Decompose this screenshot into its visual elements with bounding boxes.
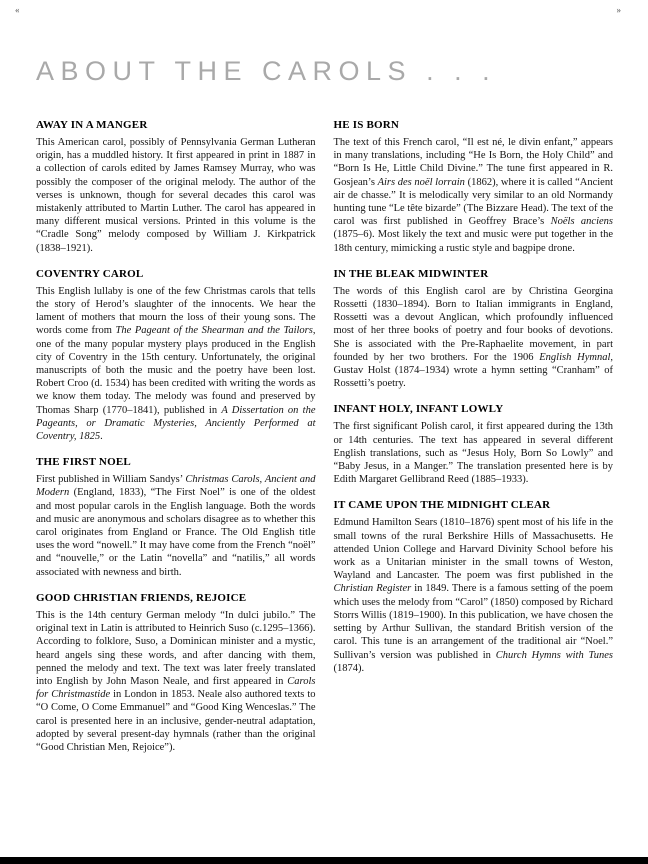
text-run: (1862), where it is called “Ancient air de chasse.” It is melodically very similar to an old Normandy hunting tune “Le tête bizarde” (The Bizzare Head). The text of the carol was first published in Geoffrey Brace’s [333,176,613,228]
column [334,119,614,767]
text-run: . [100,431,103,443]
italic-title-text: Airs des noël lorrain [377,176,465,188]
italic-title-text: Noëls anciens [550,216,613,228]
text-run: First published in William Sandys’ [36,474,186,486]
italic-title-text: Church Hymns with Tunes [495,649,613,661]
page-title: ABOUT THE CAROLS . . . [36,56,497,86]
corner-mark-left: « [15,5,19,15]
corner-mark-right: » [616,5,620,15]
text-run: (England, 1833), “The First Noel” is one of the oldest and most popular carols in the English language. Both the words and music are anonymous and scholars disagree as to whether this carol originates from England or France. The Old English title uses the word “nowell.” It may have come from the French “noël” and “nouvelle,” or the Latin “novella” and “natilis,” all words associated with newness and birth. [36,487,316,578]
section-heading: COVENTRY CAROL [36,267,144,280]
carol-section [334,499,614,674]
text-run: , Gustav Holst (1874–1934) wrote a hymn setting “Cranham” of Rossetti’s poetry. [333,351,613,390]
section-heading: IN THE BLEAK MIDWINTER [333,267,489,280]
column [36,119,316,767]
text-run: (1875–6). Most likely the text and music were put together in the 18th century, mimicking a rustic style and bagpipe drone. [333,229,613,254]
italic-title-text: Christian Register [333,583,412,595]
page-bottom-edge [0,857,648,864]
text-run: , one of the many popular mystery plays produced in the English city of Coventry in the 15th century. Unfortunately, the original manuscripts of both the music and the poetry have been lost. Robert Croo (d. 1534) has been credited with writing the words as we know them today. The melody was found and preserved by Thomas Sharp (1770–1841), published in [36,325,316,416]
italic-title-text: English Hymnal [539,351,611,363]
carol-section [334,119,614,255]
text-run: This is the 14th century German melody “In dulci jubilo.” The original text in Latin is attributed to Heinrich Suso (c.1295–1366). According to folklore, Suso, a Dominican minister and a mystic, heard angels sing these words, and after dancing with them, penned the melody and text. The text was later freely translated into English by John Mason Neale, and first appeared in [36,609,316,687]
italic-title-text: A Dissertation on the Pageants, or Dramatic Mysteries, Anciently Performed at Coventry, 1825 [36,404,316,443]
text-run: This American carol, possibly of Pennsylvania German Lutheran origin, has a muddled history. It first appeared in print in 1887 in a collection of carols edited by James Ramsey Murray, who was possibly the composer of the original melody. The author of the verses is unknown, though for several decades this carol was mistakenly attributed to Martin Luther. The carol has appeared in many different musical versions. Printed in this volume is the “Cradle Song” melody composed by William J. Kirkpatrick (1838–1921). [36,137,316,254]
italic-title-text: Christmas Carols, Ancient and Modern [36,474,316,499]
section-heading: THE FIRST NOEL [36,456,131,469]
text-run: The text of this French carol, “Il est né, le divin enfant,” appears in many translations, including “He Is Born, the Holy Child” and “Born Is He, Little Child Divine.” The tune first appeared in R. Gosjean’s [333,137,613,188]
text-run: (1874). [333,662,365,674]
section-heading: HE IS BORN [333,119,400,131]
italic-title-text: The Pageant of the Shearman and the Tailors [115,325,313,337]
section-body [36,473,316,579]
section-heading: IT CAME UPON THE MIDNIGHT CLEAR [333,499,551,512]
section-heading: AWAY IN A MANGER [36,119,148,131]
section-body [36,285,316,443]
carol-section [36,119,316,255]
section-body [36,609,316,754]
italic-title-text: Carols for Christmastide [36,675,316,701]
columns-container [36,119,613,767]
text-run: The first significant Polish carol, it first appeared during the 13th or 14th centuries. The text has appeared in several different English translations, such as “Jesus Holy, Born So Lowly” and “Baby Jesus, in a Manger.” The translation presented here is by Edith Margaret Gellibrand Reed (1885–1933). [333,421,613,486]
text-run: in 1849. There is a famous setting of the poem which uses the melody from “Carol” (1850) composed by Richard Storrs Willis (1819–1900). In this publication, we have chosen the setting by Arthur Sullivan, the standard British version of the carol. This tune is an arrangement of the traditional air “Noel.” Sullivan’s version was published in [333,583,614,661]
section-body [334,516,614,674]
text-run: in London in 1853. Neale also authored texts to “O Come, O Come Emmanuel” and “Good King Wenceslas.” The carol is presented here in an inclusive, gender-neutral adaptation, adopted by several present-day hymnals (rather than the original “Good Christian Men, Rejoice”). [36,689,316,753]
carol-section [36,592,316,754]
text-run: Edmund Hamilton Sears (1810–1876) spent most of his life in the small towns of the rural Berkshire Hills of Massachusetts. He attended Union College and Harvard Divinity School before his work as a Unitarian minister in the small towns of Weston, Wayland and Lancaster. The poem was first published in the [333,517,613,582]
section-body [334,420,614,486]
carol-section [36,456,316,579]
section-heading: GOOD CHRISTIAN FRIENDS, REJOICE [36,591,247,604]
text-run: The words of this English carol are by Christina Georgina Rossetti (1830–1894). Born to Italian immigrants in England, Rossetti was a devout Anglican, which profoundly influenced most of her three books of poetry and four books of devotions. She is associated with the Pre-Raphaelite movement, in part founded by her two brothers. For the 1906 [333,285,613,363]
section-body [36,136,316,255]
section-body [334,136,614,255]
carol-section [36,268,316,443]
carol-section [334,403,614,486]
carol-section [334,268,614,391]
text-run: This English lullaby is one of the few Christmas carols that tells the story of Herod’s slaughter of the innocents. We hear the lament of mothers that mourn the loss of their young sons. The words come from [36,285,316,337]
section-heading: INFANT HOLY, INFANT LOWLY [333,403,504,416]
section-body [334,285,614,391]
